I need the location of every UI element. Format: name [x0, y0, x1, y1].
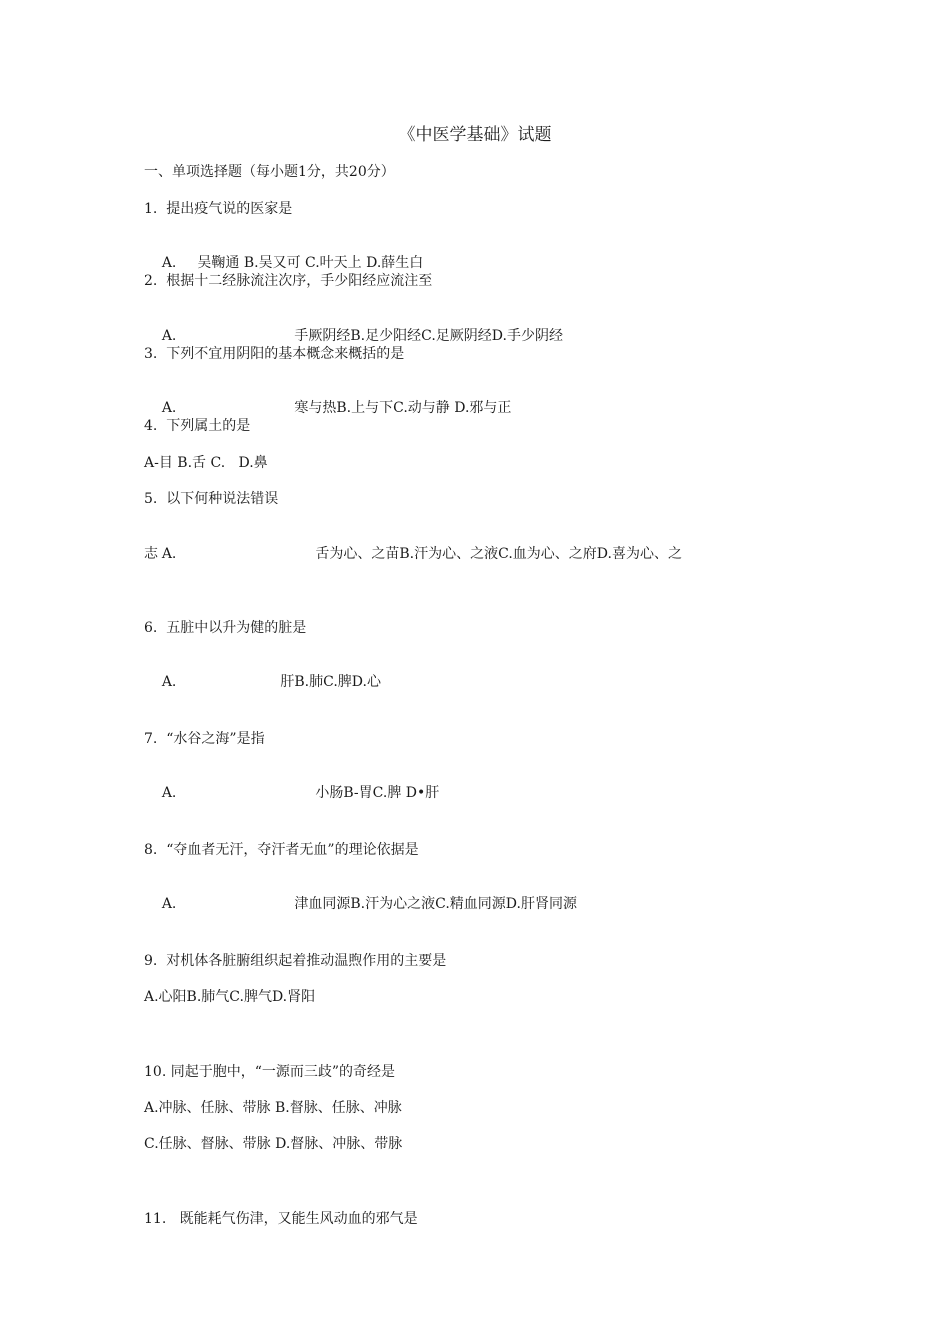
- question-stem: 6. 五脏中以升为健的脏是: [144, 620, 307, 636]
- question-stem: 5. 以下何种说法错误: [144, 491, 279, 507]
- option-prefix: A.: [161, 255, 177, 271]
- option-text: 手厥阴经B.足少阳经C.足厥阴经D.手少阴经: [294, 328, 563, 344]
- option-text: 肝B.肺C.脾D.心: [280, 674, 381, 690]
- option-prefix: A.: [161, 896, 177, 912]
- question-stem: 10. 同起于胞中，“一源而三歧”的奇经是: [144, 1064, 396, 1080]
- option-prefix: A.: [161, 785, 177, 801]
- question-stem: 7. “水谷之海”是指: [144, 731, 265, 747]
- question-options-continued: 志: [144, 546, 158, 562]
- question-stem: 8. “夺血者无汗，夺汗者无血”的理论依据是: [144, 842, 419, 858]
- question-options: [144, 766, 439, 820]
- question-options-line2: C.任脉、督脉、带脉 D.督脉、冲脉、带脉: [144, 1136, 403, 1152]
- option-prefix: A.: [161, 674, 177, 690]
- question-options: [144, 527, 682, 581]
- option-text: 小肠B-胃C.脾 D•肝: [315, 785, 440, 801]
- question-options: A.冲脉、任脉、带脉 B.督脉、任脉、冲脉: [144, 1100, 402, 1116]
- question-stem: 2. 根据十二经脉流注次序，手少阳经应流注至: [144, 273, 433, 289]
- question-stem: 3. 下列不宜用阴阳的基本概念来概括的是: [144, 346, 405, 362]
- option-text: 津血同源B.汗为心之液C.精血同源D.肝肾同源: [294, 896, 577, 912]
- option-prefix: A.: [161, 328, 177, 344]
- option-prefix: A.: [161, 546, 177, 562]
- question-options: A-目 B.舌 C. D.鼻: [144, 455, 268, 471]
- question-options: [144, 877, 577, 931]
- option-text: 舌为心、之苗B.汗为心、之液C.血为心、之府D.喜为心、之: [315, 546, 682, 562]
- option-prefix: A.: [161, 400, 177, 416]
- question-options: [144, 655, 381, 709]
- question-options: A.心阳B.肺气C.脾气D.肾阳: [144, 989, 316, 1005]
- question-stem: 9. 对机体各脏腑组织起着推动温煦作用的主要是: [144, 953, 447, 969]
- option-text: 吴鞠通 B.吴又可 C.叶天上 D.薛生白: [197, 255, 424, 271]
- option-text: 寒与热B.上与下C.动与静 D.邪与正: [294, 400, 512, 416]
- question-stem: 4. 下列属土的是: [144, 418, 251, 434]
- section-heading: 一、单项选择题（每小题1分，共20分）: [144, 164, 395, 180]
- question-stem: 11. 既能耗气伤津，又能生风动血的邪气是: [144, 1211, 418, 1227]
- document-title: 《中医学基础》试题: [398, 125, 552, 145]
- question-stem: 1. 提出疫气说的医家是: [144, 201, 293, 217]
